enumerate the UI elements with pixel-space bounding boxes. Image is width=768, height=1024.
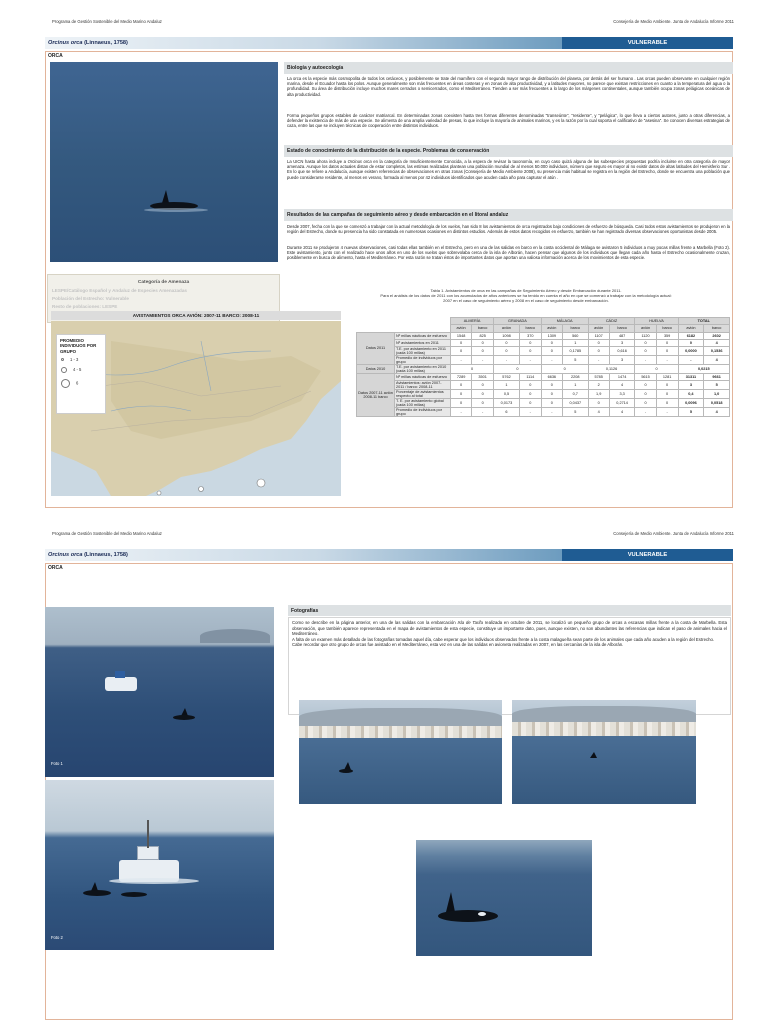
- table-mode-header: avión: [494, 325, 520, 332]
- table-row-description: Promedio de individuos por grupo: [395, 356, 451, 365]
- table-cell: 0,0096: [678, 399, 704, 408]
- table-cell: 370: [519, 332, 541, 339]
- threat-category-title: Categoría de Amenaza: [137, 280, 190, 285]
- table-cell: 0: [635, 347, 656, 356]
- table-header-regions: ALMERÍA GRANADA MÁLAGA CÁDIZ HUELVA TOTAL: [357, 318, 730, 325]
- table-cell: 487: [609, 332, 635, 339]
- table-cell: 0: [678, 339, 704, 346]
- table-mode-header: barco: [519, 325, 541, 332]
- table-cell: 1114: [519, 374, 541, 381]
- sighting-marker: [199, 487, 204, 492]
- table-cell: 5: [704, 381, 730, 390]
- table-row-description: Nº millas náuticas de esfuerzo: [395, 332, 451, 339]
- orca-body: [173, 715, 195, 720]
- table-cell: -: [451, 356, 472, 365]
- table-cell: 0,0518: [704, 399, 730, 408]
- table-cell: -: [494, 356, 520, 365]
- table-cell: 0: [451, 381, 472, 390]
- table-cell: 1: [494, 381, 520, 390]
- orca-dorsal-fin: [162, 190, 169, 203]
- table-cell: 0: [635, 381, 656, 390]
- table-cell: 7289: [451, 374, 472, 381]
- table-mode-header: barco: [704, 325, 730, 332]
- species-common-name: ORCA: [48, 53, 63, 59]
- table-cell: -: [678, 356, 704, 365]
- table-mode-header: avión: [451, 325, 472, 332]
- running-header-left: Programa de Gestión Sostenible del Medio Marino Andaluz: [52, 19, 162, 24]
- table-cell: 0,0173: [494, 399, 520, 408]
- orca-body: [339, 769, 353, 773]
- table-cell: 825: [472, 332, 494, 339]
- table-cell: -: [541, 408, 562, 417]
- table-cell: 0: [494, 347, 520, 356]
- table-cell: 5615: [635, 374, 656, 381]
- table-cell: 0,1126: [588, 365, 635, 374]
- table-cell: 3: [609, 356, 635, 365]
- table-cell: 0: [451, 399, 472, 408]
- table-cell: 0,0215: [678, 365, 729, 374]
- map-legend: [56, 334, 106, 414]
- table-row-description: Avistamientos: avión 2007-2011 / barco: 2008-11: [395, 381, 451, 390]
- table-cell: 0: [519, 347, 541, 356]
- legend-title: PROMEDIO INDIVIDUOS POR GRUPO: [60, 338, 97, 354]
- table-cell: 31311: [678, 374, 704, 381]
- threat-category-row: LESPE/Catálogo Español y Andaluz de Especies Amenazadas: [52, 288, 187, 293]
- table-cell: 1,9: [588, 390, 609, 399]
- wake-splash: [144, 208, 208, 212]
- orca-dorsal-fin: [590, 752, 597, 758]
- table-cell: -: [541, 356, 562, 365]
- table-cell: 5: [562, 356, 588, 365]
- threat-category-row: Población del Estrecho: Vulnerable: [52, 296, 129, 301]
- orca-body: [83, 890, 111, 896]
- table-cell: 5: [562, 408, 588, 417]
- legend-item: 6: [61, 379, 78, 388]
- table-cell: 0: [656, 347, 678, 356]
- table-row: [357, 332, 730, 339]
- table-cell: -: [656, 408, 678, 417]
- table-cell: 3: [678, 381, 704, 390]
- table-cell: 0,5: [494, 390, 520, 399]
- table-cell: 0: [472, 347, 494, 356]
- table-row-description: T. E. por avistamiento global (cada 100 millas): [395, 399, 451, 408]
- table-cell: 4: [609, 381, 635, 390]
- table-cell: 1,0: [704, 390, 730, 399]
- table-cell: 4: [609, 408, 635, 417]
- table-cell: 0: [588, 347, 609, 356]
- table-cell: 1107: [588, 332, 609, 339]
- table-cell: 0: [519, 390, 541, 399]
- threat-category-row: Resto de poblaciones: LESPE: [52, 304, 118, 309]
- table-cell: 2: [588, 381, 609, 390]
- section-heading-biology: Biología y autoecología: [284, 62, 733, 74]
- orca-body: [121, 892, 147, 897]
- section-heading-status: Estado de conocimiento de la distribución de la especie. Problemas de conservación: [284, 145, 733, 157]
- photos-paragraph-3: Cabe recordar que otro grupo de orcas fue avistado en el Mediterráneo, esta vez en una de las salidas en avioneta realizadas en 2007, en las cercanías de la isla de Alborán.: [292, 642, 624, 647]
- table-row-label: Datos 2011: [357, 332, 395, 365]
- table-cell: 0,2714: [609, 399, 635, 408]
- sighting-marker: [157, 491, 161, 495]
- table-cell: 3501: [472, 374, 494, 381]
- table-cell: 0: [494, 339, 520, 346]
- table-mode-header: avión: [541, 325, 562, 332]
- table-cell: 1120: [635, 332, 656, 339]
- running-header-right: Consejería de Medio Ambiente. Junta de Andalucía Informe 2011: [613, 19, 734, 24]
- table-cell: 6: [494, 408, 520, 417]
- table-cell: 4: [704, 356, 730, 365]
- foto-2-caption: Foto 2: [51, 935, 63, 940]
- table-cell: 0: [451, 390, 472, 399]
- table-cell: 0: [656, 399, 678, 408]
- table-row: Datos 2010 T.E. por avistamiento en 2010 (cada 100 millas) 0 0 0 0,1126 0 0,0215: [357, 365, 730, 374]
- table-cell: 0: [635, 399, 656, 408]
- coastal-buildings: [512, 722, 696, 736]
- table-cell: 0: [541, 365, 588, 374]
- sightings-table: [356, 317, 730, 417]
- table-cell: 4: [704, 339, 730, 346]
- table-cell: 5762: [494, 374, 520, 381]
- table-row: [357, 339, 730, 346]
- foto-1-caption: Foto 1: [51, 761, 63, 766]
- legend-item: 1 - 3: [61, 357, 78, 362]
- table-cell: 0: [472, 381, 494, 390]
- table-cell: 4: [704, 408, 730, 417]
- table-cell: 6182: [678, 332, 704, 339]
- results-paragraph-1: Desde 2007, fecha con la que se comenzó a trabajar con la actual metodología de los vuelos, han sido 8 los avistamientos de orca registrados bajo condiciones de esfuerzo de búsqueda. Casi todos estos avistamientos se produjeron en la región del Estrecho, donde su presencia ha sido constatada en numerosas ocasiones en distintos estudios. Además de estos datos recogidos en esfuerzo, también se han registrado diversas observaciones oportunistas desde 2005.: [287, 224, 730, 235]
- table-cell: -: [519, 408, 541, 417]
- table-row: [357, 408, 730, 417]
- table-cell: 0: [494, 365, 542, 374]
- table-row: [357, 347, 730, 356]
- table-row: [357, 390, 730, 399]
- table-cell: -: [635, 356, 656, 365]
- table-cell: 1: [562, 339, 588, 346]
- table-cell: 0: [519, 339, 541, 346]
- table-cell: 6636: [541, 374, 562, 381]
- status-paragraph: La UICN hasta ahora incluye a Orcinus orca en la categoría de Insuficientemente Conocida, a la espera de revisar la taxonomía, en cuyo caso quizá alguna de las subespecies propuestas podría incluirse en otra categoría de mayor amenaza. Aunque los datos actuales distan de estar completos, las estimas realizadas plantean una población mundial de al menos 50.000 individuos, número que seguro es mayor al no existir datos de altas latitudes del Hemisferio Sur . En lo que se refiere a Andalucía, aunque existen referencias de observaciones en otras zonas (Consejería de Medio Ambiente 2008), su presencia más habitual se registra en la región del Estrecho, donde se encuentra una población que puede considerarse residente, al menos en verano, formada al menos por 42 individuos identificados que acuden cada año para capturar el atún .: [287, 159, 730, 180]
- table-cell: 0: [635, 339, 656, 346]
- table-caption: Tabla 1. Avistamientos de orca en las campañas de Seguimiento Aéreo y desde Embarcación durante 2011. Para el análisis de los datos de 2011 con los acumulados de años anteriores se ha tenido en cuenta el año en que se comenzó a trabajar con la metodología actual: 2007 en el caso de seguimiento aéreo y 2008 en el caso de seguimiento desde embarcación.: [380, 288, 672, 304]
- table-row: [357, 356, 730, 365]
- running-header-right: Consejería de Medio Ambiente. Junta de Andalucía Informe 2011: [613, 531, 734, 536]
- orca-photo-main: [50, 62, 278, 262]
- table-cell: 0,0437: [562, 399, 588, 408]
- table-cell: 0: [519, 381, 541, 390]
- report-page-2: [0, 512, 768, 1024]
- table-cell: 0,1785: [562, 347, 588, 356]
- table-cell: 0: [541, 347, 562, 356]
- table-cell: 1281: [656, 374, 678, 381]
- table-row: [357, 374, 730, 381]
- table-row: [357, 399, 730, 408]
- foto-1: [45, 607, 274, 777]
- table-cell: 1: [562, 381, 588, 390]
- table-mode-header: barco: [562, 325, 588, 332]
- table-cell: 0,7: [562, 390, 588, 399]
- table-cell: 4: [588, 408, 609, 417]
- table-row-description: Nº avistamientos en 2011: [395, 339, 451, 346]
- table-cell: 0: [541, 390, 562, 399]
- table-group-cumulative: [357, 374, 730, 417]
- table-cell: -: [451, 408, 472, 417]
- table-mode-header: barco: [472, 325, 494, 332]
- table-cell: 0: [635, 390, 656, 399]
- table-cell: 0: [588, 399, 609, 408]
- results-paragraph-2: Durante 2011 se produjeron 4 nuevas observaciones, casi todas ellas también en el Estrecho, pero en una de las salidas en barco en la costa occidental de Málaga se avistaron 5 individuos a muy pocas millas frente a Marbella (Foto 2). Este avistamiento, junto con el realizado hace unos años en uno de los vuelos que sobrevolaba cerca de la isla de Alborán, hacen pensar que algunos de los individuos que llegan cada año hasta el Estrecho ocasionalmente cruzan, posiblemente en busca de alimento, hasta el Mediterráneo. Por esta razón se tratan éstos de importantes datos que aportan una valiosa información acerca de los movimientos de esta especie.: [287, 245, 730, 261]
- table-cell: 0: [635, 365, 678, 374]
- coastal-buildings: [299, 726, 502, 738]
- biology-paragraph-2: Forma pequeños grupos estables de carácter matriarcal. En determinadas zonas coexisten hasta tres formas diferentes denominadas "transeúnte", "residente", y "pelágica", lo que lleva a ciertos autores, junto a otras diferencias, a defender la existencia de más de una especie. Se alimenta de una amplia variedad de presas, lo que incluye la mayoría de animales marinos, y es la razón por la cual soporta el calificativo de "asesina". Se conocen diversas estrategias de caza, entre las que se incluyen técnicas de cooperación entre distintos individuos.: [287, 113, 730, 129]
- table-cell: 0: [472, 399, 494, 408]
- table-cell: 1098: [494, 332, 520, 339]
- conservation-status-badge: VULNERABLE: [562, 37, 733, 49]
- boat-wake: [109, 878, 199, 884]
- conservation-status-badge: VULNERABLE: [562, 549, 733, 561]
- table-cell: 0: [519, 399, 541, 408]
- distant-mountain: [200, 629, 270, 643]
- table-cell: 1474: [609, 374, 635, 381]
- table-mode-header: barco: [609, 325, 635, 332]
- photo-marbella-coast-1: [299, 700, 502, 804]
- species-name: Orcinus orca (Linnaeus, 1758): [48, 552, 128, 558]
- table-mode-header: avión: [678, 325, 704, 332]
- table-cell: 0: [656, 390, 678, 399]
- orca-eye-patch: [478, 912, 486, 916]
- species-name: Orcinus orca (Linnaeus, 1758): [48, 40, 128, 46]
- table-cell: 1309: [541, 332, 562, 339]
- table-row-description: Porcentaje de avistamientos respecto al total: [395, 390, 451, 399]
- table-mode-header: avión: [588, 325, 609, 332]
- table-cell: 5785: [588, 374, 609, 381]
- table-cell: 0: [541, 381, 562, 390]
- table-group-2011: [357, 332, 730, 365]
- table-cell: 0: [451, 339, 472, 346]
- table-cell: 0: [451, 365, 494, 374]
- table-cell: -: [635, 408, 656, 417]
- species-common-name: ORCA: [48, 565, 63, 571]
- table-cell: -: [519, 356, 541, 365]
- photos-paragraph-2: A falta de un examen más detallado de las fotografías tomadas aquel día, cabe esperar que los individuos observados frente a la costa malagueña sean parte de los animales que cada año acuden a la región del Estrecho.: [292, 636, 715, 642]
- table-header-modes: [357, 325, 730, 332]
- table-cell: 1548: [451, 332, 472, 339]
- table-cell: 5: [678, 408, 704, 417]
- table-row: [357, 381, 730, 390]
- foto-2: [45, 780, 274, 950]
- table-cell: -: [656, 356, 678, 365]
- table-cell: 359: [656, 332, 678, 339]
- table-cell: -: [472, 356, 494, 365]
- table-cell: 0: [472, 390, 494, 399]
- table-cell: 3,3: [609, 390, 635, 399]
- map-title: AVISTAMIENTOS ORCA AVIÓN: 2007-11 BARCO: 2008-11: [51, 311, 341, 320]
- table-cell: 0: [656, 381, 678, 390]
- photos-paragraph-1: Como se describe en la página anterior, en una de las salidas con la embarcación Isla de Tarifa realizada en octubre de 2011, se localizó un pequeño grupo de orcas a escasas millas frente a la costa de Marbella. Esta observación, que también aparece representada en el mapa de avistamientos de esta especie, constituye un importante dato, pues, aunque existen, no son abundantes las referencias que indican el paso de animales hacia el Mediterráneo.: [292, 620, 727, 636]
- table-cell: 0,4: [678, 390, 704, 399]
- photo-marbella-coast-2: [512, 700, 696, 804]
- table-cell: 2208: [562, 374, 588, 381]
- table-cell: 0: [541, 339, 562, 346]
- biology-paragraph-1: La orca es la especie más cosmopolita de todos los cetáceos, y posiblemente se trate del mamífero con el segundo mayor rango de distribución del planeta, por detrás del ser humano . Las orcas pueden observarse en cualquier región marina, desde el Ecuador hasta los polos. Aunque generalmente son más frecuentes en áreas costeras y en zonas de alta productividad, y a latitudes mayores, no parece que existan restricciones en cuanto a la temperatura del agua o la profundidad. Su área de distribución incluye muchos mares cerrados o semicerrados, como el Mediterráneo. Tienden a ser más frecuentes a lo largo de los márgenes continentales, aunque también ocupa zonas pelágicas oceánicas de alta productividad.: [287, 76, 730, 97]
- table-cell: 0: [451, 347, 472, 356]
- table-cell: -: [588, 356, 609, 365]
- orca-body: [438, 910, 498, 922]
- table-cell: 2602: [704, 332, 730, 339]
- table-mode-header: barco: [656, 325, 678, 332]
- table-row-description: T.E. por avistamiento en 2011 (cada 100 millas): [395, 347, 451, 356]
- table-cell: 0,1536: [704, 347, 730, 356]
- table-mode-header: avión: [635, 325, 656, 332]
- table-cell: 0: [472, 339, 494, 346]
- table-cell: 3: [609, 339, 635, 346]
- table-row-label: Datos 2007-11 avión 2008-11 barco: [357, 374, 395, 417]
- table-cell: 0: [588, 339, 609, 346]
- table-row-description: Nº millas náuticas de esfuerzo: [395, 374, 451, 381]
- table-cell: 9661: [704, 374, 730, 381]
- running-header-left: Programa de Gestión Sostenible del Medio Marino Andaluz: [52, 531, 162, 536]
- orca-dorsal-fin: [446, 892, 455, 912]
- table-cell: -: [472, 408, 494, 417]
- sighting-marker: [257, 479, 265, 487]
- fishing-boat: [105, 677, 137, 691]
- legend-item: 4 - 5: [61, 367, 81, 373]
- section-heading-results: Resultados de las campañas de seguimiento aéreo y desde embarcación en el litoral andaluz: [284, 209, 733, 221]
- table-cell: 0,616: [609, 347, 635, 356]
- table-cell: 0: [541, 399, 562, 408]
- table-row-description: Promedio de individuos por grupo: [395, 408, 451, 417]
- table-cell: 0,0000: [678, 347, 704, 356]
- table-cell: 0: [656, 339, 678, 346]
- section-heading-photos: Fotografías: [288, 605, 731, 616]
- photo-orca-close: [416, 840, 592, 956]
- table-cell: 560: [562, 332, 588, 339]
